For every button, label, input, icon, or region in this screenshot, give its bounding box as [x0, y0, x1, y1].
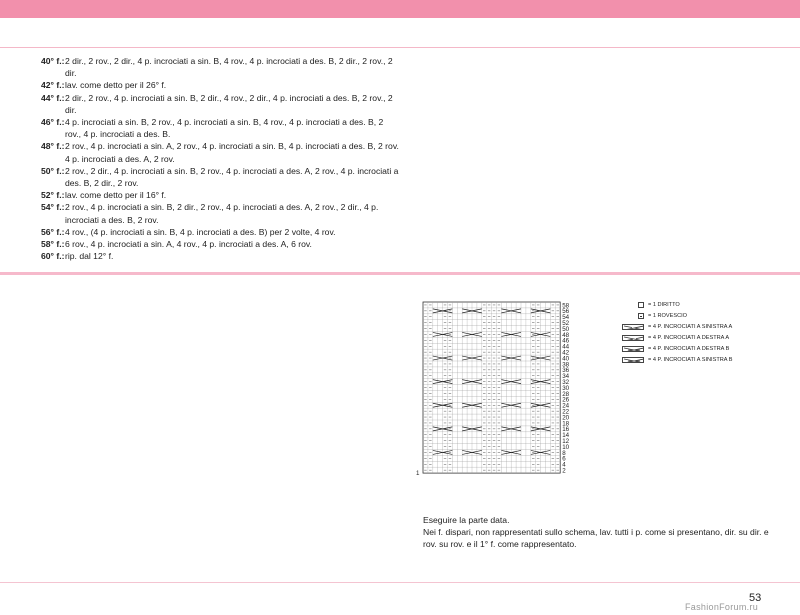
- row-label: 48° f.:: [41, 141, 65, 152]
- cross-left-b-icon: [622, 357, 644, 363]
- empty-square-icon: [638, 302, 644, 308]
- row-text: lav. come detto per il 26° f.: [65, 80, 167, 91]
- row-number: 24: [562, 402, 570, 410]
- cross-right-a-icon: [622, 335, 644, 341]
- row-label: 60° f.:: [41, 251, 65, 262]
- row-number: 16: [562, 426, 570, 434]
- row-number: 30: [562, 384, 570, 392]
- row-text: 2 rov., 4 p. incrociati a sin. A, 2 rov., 4 p. incrociati a sin. B, 4 p. incrociati a des. B, 2 rov. 4 p. incrociati a des. A, 2 rov.: [65, 141, 399, 164]
- row-number: 36: [562, 367, 570, 375]
- row-label: 54° f.:: [41, 202, 65, 213]
- instruction-row: [41, 201, 401, 225]
- top-divider: [0, 47, 800, 48]
- row-label: 56° f.:: [41, 226, 65, 237]
- watermark: FashionForum.ru: [685, 602, 759, 612]
- cross-right-b-icon: [622, 346, 644, 352]
- bottom-divider: [0, 582, 800, 583]
- legend-label: = 4 P. INCROCIATI A SINISTRA B: [648, 356, 733, 363]
- row-number: 14: [562, 432, 570, 440]
- row-text: 6 rov., 4 p. incrociati a sin. A, 4 rov., 4 p. incrociati a des. A, 6 rov.: [65, 239, 312, 250]
- row-number: 18: [562, 420, 570, 428]
- row-number: 42: [562, 349, 570, 357]
- instruction-row: [41, 238, 401, 250]
- instruction-list: [41, 55, 401, 262]
- minus-square-icon: [638, 313, 644, 319]
- chart-notes: [423, 514, 783, 550]
- row-number: 52: [562, 320, 570, 327]
- row-number: 48: [562, 331, 570, 339]
- middle-divider: [0, 272, 800, 275]
- row-number: 28: [562, 390, 570, 398]
- row-label: 40° f.:: [41, 56, 65, 66]
- row-text: 4 rov., (4 p. incrociati a sin. B, 4 p. incrociati a des. B) per 2 volte, 4 rov.: [65, 226, 336, 237]
- row-number: 26: [562, 396, 570, 404]
- row-number: 56: [562, 308, 570, 316]
- legend-label: = 1 DIRITTO: [648, 301, 680, 308]
- row-number: 46: [562, 337, 570, 345]
- row-number: 2: [562, 467, 566, 475]
- chart-legend: [618, 299, 733, 365]
- legend-label: = 1 ROVESCIO: [648, 312, 688, 319]
- row-number: 4: [562, 461, 566, 469]
- row-label: 42° f.:: [41, 80, 65, 91]
- instruction-row: [41, 116, 401, 140]
- row-number: 22: [562, 408, 570, 416]
- legend-item: [618, 321, 733, 332]
- row-text: 4 p. incrociati a sin. B, 2 rov., 4 p. incrociati a sin. B, 4 rov., 4 p. incrociati a des. B, 2 rov., 4 p. incrociati a des. B.: [65, 117, 384, 140]
- cross-left-a-icon: [622, 324, 644, 330]
- legend-label: = 4 P. INCROCIATI A SINISTRA A: [648, 323, 733, 330]
- legend-item: [618, 310, 733, 321]
- legend-item: [618, 343, 733, 354]
- instruction-row: [41, 165, 401, 189]
- row-number: 50: [562, 325, 570, 333]
- instruction-row: [41, 140, 401, 164]
- legend-item: [618, 299, 733, 310]
- instruction-row: [41, 226, 401, 238]
- row-number: 8: [562, 449, 566, 457]
- first-row-label: 1: [416, 470, 420, 478]
- row-number: 10: [562, 443, 570, 451]
- row-text: 2 rov., 2 dir., 4 p. incrociati a sin. B, 2 rov., 4 p. incrociati a des. A, 2 rov., 4 p. incrociati a des. B, 2 dir., 2 rov.: [65, 165, 399, 189]
- legend-label: = 4 P. INCROCIATI A DESTRA A: [648, 334, 730, 341]
- row-number: 32: [562, 379, 570, 386]
- top-pink-band: [0, 0, 800, 18]
- row-text: rip. dal 12° f.: [65, 251, 114, 262]
- row-text: 2 dir., 2 rov., 4 p. incrociati a sin. B, 2 dir., 4 rov., 2 dir., 4 p. incrociati a des. B, 2 rov., 2 dir.: [65, 92, 393, 115]
- knitting-chart: [415, 300, 575, 478]
- page-number: 53: [749, 592, 762, 604]
- row-label: 46° f.:: [41, 117, 65, 128]
- row-text: lav. come detto per il 16° f.: [65, 190, 167, 201]
- legend-item: [618, 332, 733, 343]
- row-label: 58° f.:: [41, 239, 65, 250]
- notes-line-1: Eseguire la parte data.: [423, 515, 510, 525]
- row-number: 44: [562, 343, 570, 351]
- row-number: 34: [562, 373, 570, 381]
- row-label: 44° f.:: [41, 92, 65, 103]
- instruction-row: [41, 55, 401, 79]
- row-number: 54: [562, 314, 570, 322]
- row-number: 6: [562, 455, 566, 463]
- row-label: 50° f.:: [41, 165, 65, 176]
- instruction-row: [41, 92, 401, 116]
- notes-line-2: Nei f. dispari, non rappresentati sullo schema, lav. tutti i p. come si presentano, dir. su dir. e rov. su rov. e il 1° f. come rappresentato.: [423, 527, 769, 549]
- row-number: 20: [562, 414, 570, 422]
- instruction-row: [41, 189, 401, 201]
- row-number: 40: [562, 355, 570, 363]
- row-text: 2 dir., 2 rov., 2 dir., 4 p. incrociati a sin. B, 4 rov., 4 p. incrociati a des. B, 2 dir., 2 rov., 2 dir.: [65, 56, 393, 79]
- instruction-row: [41, 250, 401, 262]
- row-text: 2 rov., 4 p. incrociati a sin. B, 2 dir., 2 rov., 4 p. incrociati a des. A, 2 rov., 2 dir., 4 p. incrociati a des. B, 2 rov.: [65, 202, 379, 225]
- legend-label: = 4 P. INCROCIATI A DESTRA B: [648, 345, 730, 352]
- row-number: 38: [562, 361, 570, 369]
- row-number: 58: [562, 302, 570, 310]
- instruction-row: [41, 79, 401, 91]
- row-number: 12: [562, 438, 570, 445]
- row-label: 52° f.:: [41, 190, 65, 201]
- legend-item: [618, 354, 733, 365]
